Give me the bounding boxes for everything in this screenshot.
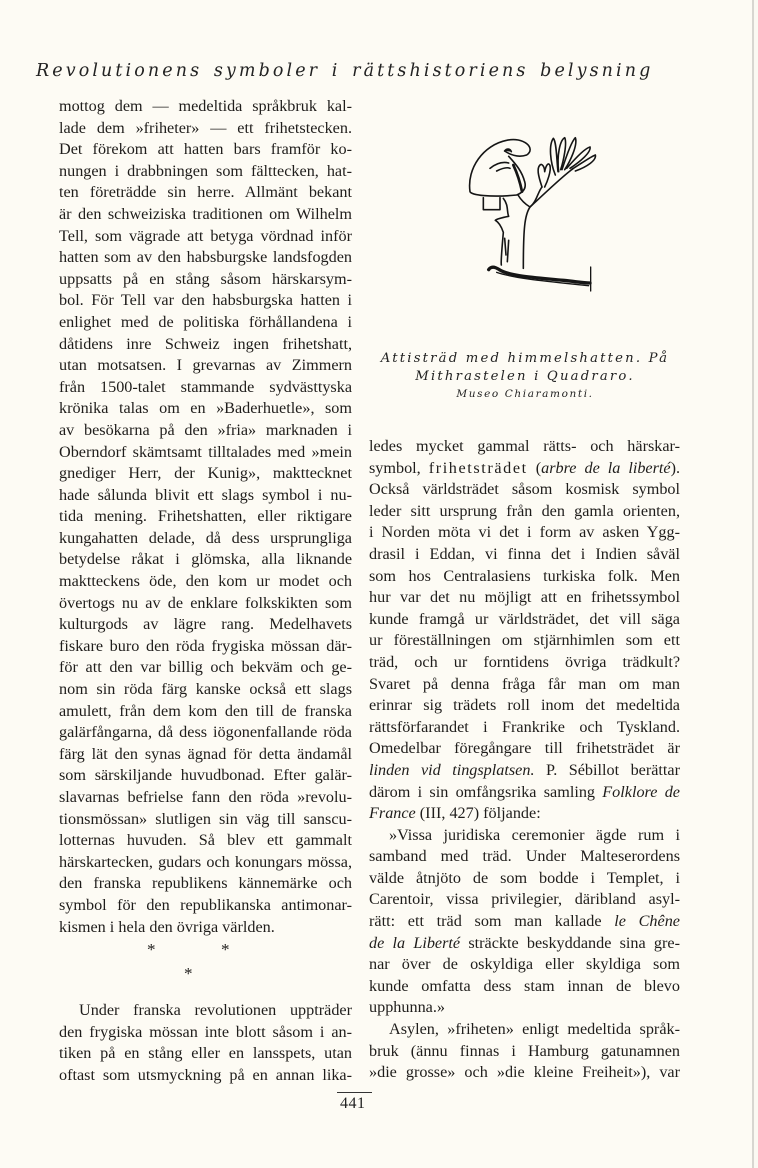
- text-line: [369, 782, 680, 804]
- text-line: tionsmössan» slutligen sin väg till sanscu-: [59, 809, 352, 828]
- text-line: nom sin röda färg kanske också ett slags: [59, 680, 352, 699]
- text-line: tiken på en stång eller en lansspets, utan: [59, 1044, 352, 1063]
- text-line: kismen i hela den övriga världen.: [59, 917, 275, 936]
- text-line: Också världsträdet såsom kosmisk symbol: [369, 480, 680, 499]
- italic-title: France: [369, 804, 416, 823]
- text-run: ).: [670, 458, 681, 477]
- section-break: [59, 940, 352, 988]
- quote-line: välde åtnjöto de som bodde i Templet, i: [369, 868, 680, 887]
- text-line: leder sitt ursprung från den gamla orienten,: [369, 501, 680, 520]
- text-line: den franska republikens kännemärke och: [59, 874, 352, 893]
- folio-rule: [337, 1092, 372, 1093]
- text-run: (III, 427) följande:: [415, 804, 541, 823]
- caption-source: Museo Chiaramonti.: [456, 388, 594, 400]
- text-line: övertogs nu av de enklare folkskikten som: [59, 593, 352, 612]
- quote-line: Carentoir, vissa privilegier, däribland asyl-: [369, 890, 680, 909]
- page-number: 441: [340, 1095, 366, 1112]
- text-line: utan motsatsen. I grevarnas av Zimmern: [59, 356, 352, 375]
- text-line: härskartecken, gudars och konungars mössa,: [59, 852, 352, 871]
- figure-caption: [370, 350, 680, 402]
- text-line: amulett, från dem kom den till de franska: [59, 701, 352, 720]
- spaced-term: frihetsträdet: [428, 458, 528, 477]
- running-head: Revolutionens symboler i rättshistoriens belysning: [36, 61, 654, 81]
- text-line: Under franska revolutionen uppträder: [79, 1001, 352, 1019]
- text-line: Det förekom att hatten bars framför ko-: [59, 140, 352, 159]
- quote-line: nar över de oskyldiga eller skyldiga som: [369, 955, 680, 974]
- asterisk: *: [147, 940, 156, 959]
- text-line: slavarnas befrielse fann den röda »revolu-: [59, 788, 352, 806]
- text-line: krönika talas om en »Baderhuetle», som: [59, 399, 352, 418]
- text-line: tida mening. Frihetshatten, eller riktigare: [59, 507, 352, 526]
- text-line: som särskiljande huvudbonad. Efter galär-: [59, 766, 352, 785]
- text-line: maktteckens öde, den kom ur modet och: [59, 572, 352, 591]
- text-line: nungen i drabbningen som fälttecken, hat-: [59, 161, 352, 180]
- text-line: symbol för den republikanska antimonar-: [59, 895, 352, 914]
- text-line: i Norden möta vi det i form av asken Ygg-: [369, 523, 680, 542]
- asterisk: *: [184, 964, 193, 983]
- quote-line: »Vissa juridiska ceremonier ägde rum i: [389, 825, 680, 844]
- attis-tree-illustration: [430, 95, 630, 335]
- text-run: därom i sin omfångsrika samling: [369, 782, 603, 801]
- text-line: lotternas huvuden. Så blev ett gammalt: [59, 831, 352, 850]
- text-line: fiskare buro den röda frygiska mössan där-: [59, 636, 352, 655]
- text-line: uppsatts på en stång såsom härskarsym-: [59, 269, 352, 288]
- text-line: som hos Centralasiens turkiska folk. Men: [369, 566, 680, 585]
- text-line: drasil i Eddan, vi finna det i Indien såväl: [369, 544, 680, 563]
- text-line: Asylen, »friheten» enligt medeltida språk-: [389, 1020, 680, 1039]
- text-line: oftast som utsmyckning på en annan lika-: [59, 1065, 352, 1084]
- caption-line-2: Mithrastelen i Quadraro.: [415, 369, 635, 384]
- asterisk: *: [221, 940, 230, 959]
- text-line: [369, 760, 680, 782]
- text-line: ur föreställningen om stjärnhimlen som ett: [369, 631, 680, 650]
- quote-line: kunde omfatta dess stam innan de blevo: [369, 976, 680, 995]
- text-line: av besökarna på den »fria» marknaden i: [59, 420, 352, 439]
- text-line: ten företrädde sin herre. Allmänt bekant: [59, 183, 352, 202]
- text-line: betydelse råkat i glömska, alla liknande: [59, 550, 352, 569]
- text-line: enlighet med de politiska förhållandena i: [59, 312, 352, 331]
- text-line: lade dem »friheter» — ett frihetstecken.: [59, 118, 352, 137]
- text-line: för att den var billig och bekväm och ge-: [59, 658, 352, 677]
- text-line: är den schweiziska traditionen om Wilhelm: [59, 204, 352, 223]
- text-line: från 1500-talet stammande sydvästtyska: [59, 377, 352, 396]
- text-run: (: [527, 458, 542, 477]
- text-line: Omedelbar föregångare till frihetsträdet är: [369, 739, 680, 758]
- text-line: Tell, som vägrade att betyga vördnad inför: [59, 226, 352, 245]
- left-column: [59, 96, 352, 938]
- text-line: erinrar sig trädets roll inom det medeltida: [369, 696, 680, 715]
- text-line: träd, och ur forntidens övriga trädkult?: [369, 652, 680, 671]
- text-line: hade sålunda blivit ett slags symbol i nu-: [59, 485, 352, 504]
- left-column-continued: [59, 1000, 352, 1086]
- text-line: mottog dem — medeltida språkbruk kal-: [59, 97, 352, 115]
- quote-line: samband med träd. Under Malteserordens: [369, 847, 680, 866]
- italic-term: linden vid tingsplatsen.: [369, 760, 535, 779]
- text-line: hatten som av den habsburgske landsfogden: [59, 248, 352, 267]
- text-line: bol. För Tell var den habsburgska hatten i: [59, 291, 352, 310]
- quote-line: [369, 911, 680, 933]
- text-run: rätt: ett träd som man kallade: [369, 912, 615, 931]
- caption-line-1: Attisträd med himmelshatten. På: [380, 351, 670, 366]
- italic-term: le Chêne: [614, 912, 680, 931]
- text-line: hur var det nu möjligt att en frihetssymbol: [369, 588, 680, 607]
- text-line: bruk (ännu finnas i Hamburg gatunamnen: [369, 1041, 680, 1060]
- text-line: ledes mycket gammal rätts- och härskar-: [369, 437, 680, 455]
- text-line: Oberndorf skämtsamt tilltalades med »mein: [59, 442, 352, 461]
- quote-line: upphunna.»: [369, 998, 445, 1017]
- text-line: rättsförfarandet i Frankrike och Tyskland.: [369, 717, 680, 736]
- text-run: sträckte beskyddande sina gre-: [460, 933, 680, 952]
- text-line: galärfångarna, då dess iögonenfallande röda: [59, 723, 352, 742]
- text-line: Svaret på denna fråga får man om man: [369, 674, 680, 693]
- text-line: färg lät den synas ägnad för detta ändamål: [59, 744, 352, 763]
- right-column: [369, 436, 680, 1084]
- text-line: kungahatten delade, då dess ursprungliga: [59, 528, 352, 547]
- italic-title: Folklore de: [602, 782, 680, 801]
- text-run: symbol,: [369, 458, 429, 477]
- text-line: kunde framgå ur världsträdet, det vill säga: [369, 609, 680, 628]
- text-line: [369, 803, 680, 825]
- text-run: P. Sébillot berättar: [534, 760, 680, 779]
- text-line: gnediger Herr, der Kunig», makttecknet: [59, 464, 352, 483]
- italic-term: de la Liberté: [369, 933, 461, 952]
- text-line: kulturgods av lägre rang. Medelhavets: [59, 615, 352, 634]
- text-line: dåtidens inre Schweiz ingen frihetshatt,: [59, 334, 352, 353]
- text-line: den frygiska mössan inte blott såsom i an-: [59, 1022, 352, 1041]
- text-line: »die grosse» och »die kleine Freiheit»), var: [369, 1063, 680, 1082]
- text-line: [369, 458, 680, 480]
- italic-term: arbre de la liberté: [541, 458, 671, 477]
- quote-line: [369, 933, 680, 955]
